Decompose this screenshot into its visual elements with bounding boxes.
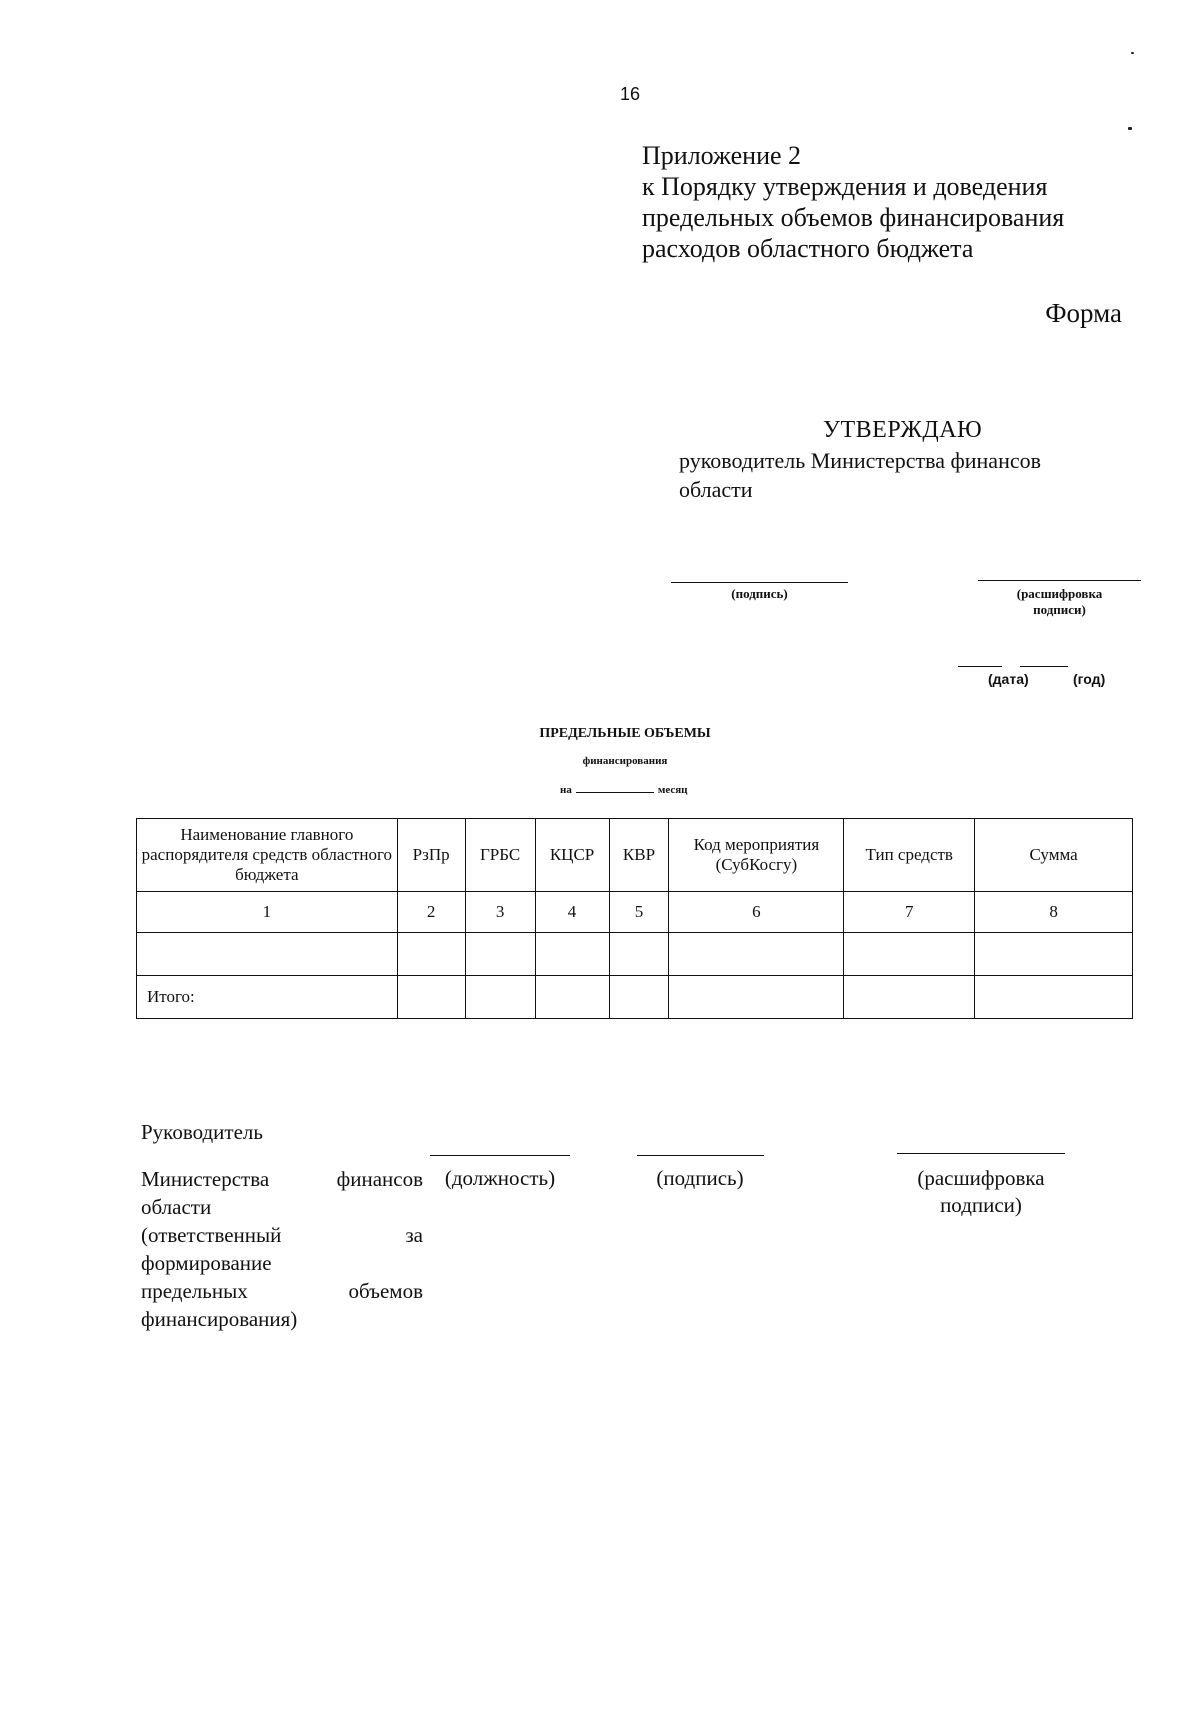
col-header-amount: Сумма	[975, 819, 1133, 892]
col-header-grbs: ГРБС	[465, 819, 535, 892]
responsible-line: финансирования)	[141, 1307, 298, 1331]
table-cell	[669, 933, 844, 976]
approval-decode-caption-line: подписи)	[1033, 602, 1086, 617]
responsible-line: области	[141, 1195, 212, 1219]
document-title: ПРЕДЕЛЬНЫЕ ОБЪЕМЫ	[539, 726, 711, 741]
table-cell	[669, 976, 844, 1019]
appendix-line: к Порядку утверждения и доведения	[642, 172, 1048, 201]
table-cell	[844, 976, 975, 1019]
month-suffix: месяц	[657, 784, 688, 796]
total-label: Итого:	[137, 976, 398, 1019]
footer-signature-line	[637, 1155, 764, 1156]
col-header-kvr: КВР	[609, 819, 669, 892]
responsible-word: (ответственный	[141, 1223, 282, 1247]
footer-decode-caption	[882, 1165, 1080, 1219]
approval-position-line: руководитель Министерства финансов	[679, 448, 1042, 473]
scan-speck	[1128, 127, 1132, 130]
table-cell	[465, 976, 535, 1019]
col-header-fund-type: Тип средств	[844, 819, 975, 892]
table-cell	[609, 976, 669, 1019]
month-prefix: на	[560, 784, 572, 796]
footer-head-label: Руководитель	[141, 1120, 263, 1144]
responsible-word: Министерства	[141, 1167, 270, 1191]
limits-table	[136, 818, 1133, 1019]
footer-position-caption: (должность)	[444, 1166, 556, 1190]
table-cell	[535, 933, 609, 976]
form-label: Форма	[1045, 298, 1122, 328]
responsible-line: формирование	[141, 1251, 272, 1275]
year-line	[1020, 666, 1068, 667]
table-header-row	[137, 819, 1133, 892]
table-cell	[844, 933, 975, 976]
footer-responsible-text	[141, 1165, 423, 1333]
footer-decode-caption-line: (расшифровка	[917, 1166, 1045, 1190]
year-caption: (год)	[1073, 671, 1106, 687]
col-header-kcsr: КЦСР	[535, 819, 609, 892]
approval-signature-caption: (подпись)	[731, 586, 788, 601]
footer-decode-line	[897, 1153, 1065, 1154]
col-header-rzpr: РзПр	[397, 819, 465, 892]
column-number: 4	[535, 892, 609, 933]
document-subtitle: финансирования	[582, 755, 668, 767]
table-cell	[397, 933, 465, 976]
total-row	[137, 976, 1133, 1019]
footer-signature-caption: (подпись)	[656, 1166, 744, 1190]
responsible-word: предельных	[141, 1279, 248, 1303]
appendix-heading	[642, 140, 1064, 264]
table-cell	[535, 976, 609, 1019]
approval-decode-caption-line: (расшифровка	[1016, 586, 1103, 601]
table-cell	[609, 933, 669, 976]
column-number-row	[137, 892, 1133, 933]
approval-decode-line	[978, 580, 1141, 581]
responsible-line	[141, 1165, 423, 1193]
approval-title: УТВЕРЖДАЮ	[823, 417, 983, 443]
scan-speck	[1131, 52, 1134, 54]
column-number: 2	[397, 892, 465, 933]
date-line	[958, 666, 1002, 667]
appendix-line: предельных объемов финансирования	[642, 203, 1065, 232]
footer-position-line	[430, 1155, 570, 1156]
approval-position	[679, 446, 1041, 504]
col-header-recipient: Наименование главного распорядителя средств областного бюджета	[137, 819, 398, 892]
column-number: 1	[137, 892, 398, 933]
responsible-word: объемов	[348, 1279, 423, 1303]
approval-decode-caption	[978, 586, 1141, 618]
responsible-word: за	[405, 1223, 423, 1247]
table-cell	[465, 933, 535, 976]
date-caption: (дата)	[988, 671, 1029, 687]
page-number: 16	[620, 84, 641, 104]
column-number: 6	[669, 892, 844, 933]
column-number: 8	[975, 892, 1133, 933]
table-cell	[137, 933, 398, 976]
table-row	[137, 933, 1133, 976]
approval-position-line: области	[679, 477, 753, 502]
table-cell	[975, 976, 1133, 1019]
column-number: 5	[609, 892, 669, 933]
appendix-line: расходов областного бюджета	[642, 234, 974, 263]
document-month-line	[560, 784, 688, 796]
responsible-word: финансов	[336, 1167, 423, 1191]
approval-signature-line	[671, 582, 848, 583]
column-number: 7	[844, 892, 975, 933]
responsible-line	[141, 1221, 423, 1249]
column-number: 3	[465, 892, 535, 933]
col-header-measure-code: Код мероприятия (СубКосгу)	[669, 819, 844, 892]
responsible-line	[141, 1277, 423, 1305]
table-cell	[975, 933, 1133, 976]
appendix-line: Приложение 2	[642, 141, 802, 170]
month-blank	[576, 792, 654, 793]
table-cell	[397, 976, 465, 1019]
footer-decode-caption-line: подписи)	[940, 1193, 1022, 1217]
